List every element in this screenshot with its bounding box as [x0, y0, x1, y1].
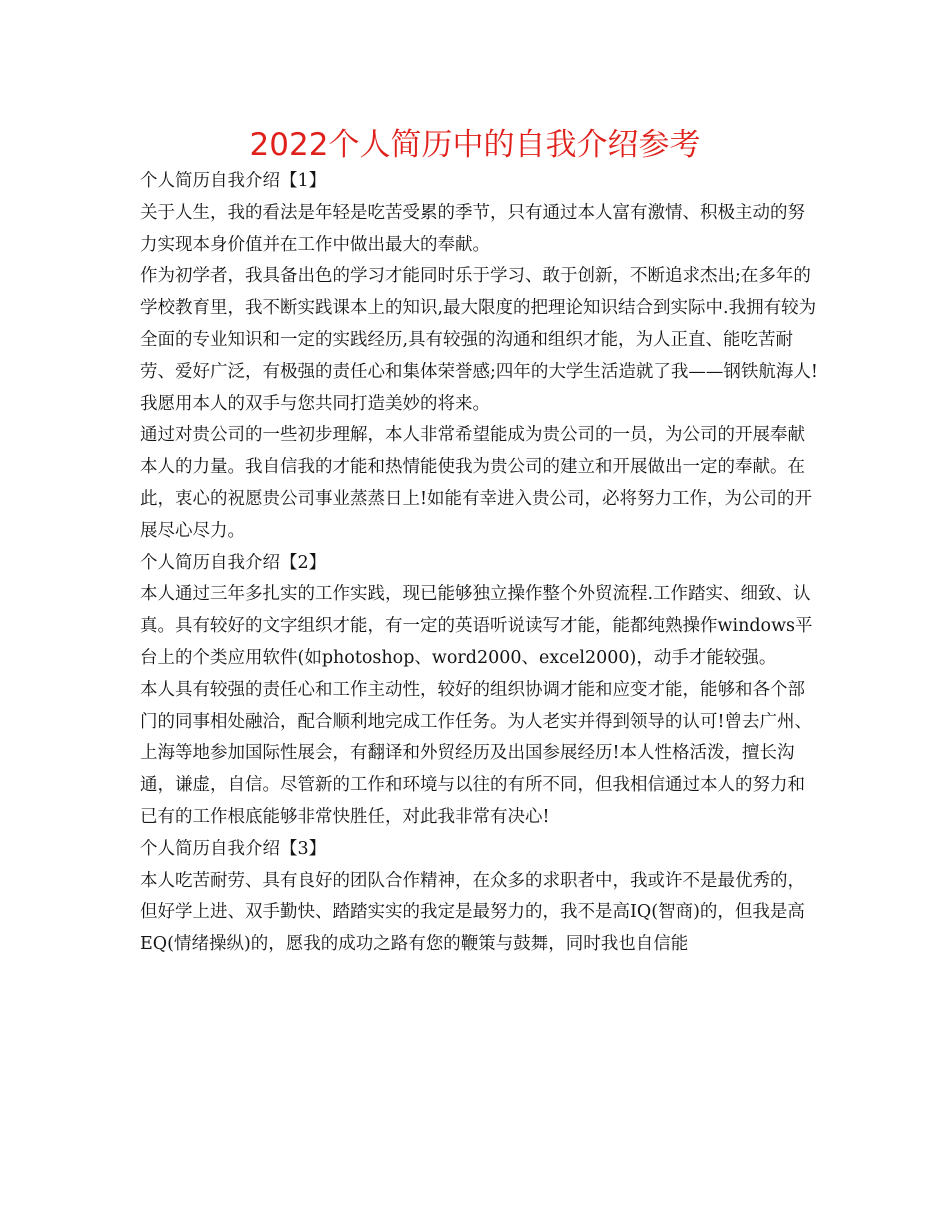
paragraph: 本人吃苦耐劳、具有良好的团队合作精神，在众多的求职者中，我或许不是最优秀的，但好学上进、双手勤快、踏踏实实的我定是最努力的，我不是高IQ(智商)的，但我是高EQ(情绪操纵)的，愿我的成功之路有您的鞭策与鼓舞，同时我也自信能: [140, 870, 805, 955]
document-title: 2022个人简历中的自我介绍参考: [249, 127, 701, 163]
document-body: [140, 166, 820, 961]
paragraph: 关于人生，我的看法是年轻是吃苦受累的季节，只有通过本人富有激情、积极主动的努力实现本身价值并在工作中做出最大的奉献。: [140, 202, 805, 255]
paragraph: 作为初学者，我具备出色的学习才能同时乐于学习、敢于创新，不断追求杰出;在多年的学校教育里，我不断实践课本上的知识,最大限度的把理论知识结合到实际中.我拥有较为全面的专业知识和一定的实践经历,具有较强的沟通和组织才能，为人正直、能吃苦耐劳、爱好广泛，有极强的责任心和集体荣誉感;四年的大学生活造就了我——钢铁航海人!我愿用本人的双手与您共同打造美妙的将来。: [140, 266, 818, 414]
paragraph: 本人通过三年多扎实的工作实践，现已能够独立操作整个外贸流程.工作踏实、细致、认真。具有较好的文字组织才能，有一定的英语听说读写才能，能都纯熟操作windows平台上的个类应用软件(如photoshop、word2000、excel2000)，动手才能较强。: [140, 584, 813, 668]
section-heading: 个人简历自我介绍【2】: [140, 552, 327, 573]
section-heading: 个人简历自我介绍【3】: [140, 838, 327, 859]
paragraph: 通过对贵公司的一些初步理解，本人非常希望能成为贵公司的一员，为公司的开展奉献本人的力量。我自信我的才能和热情能使我为贵公司的建立和开展做出一定的奉献。在此，衷心的祝愿贵公司事业蒸蒸日上!如能有幸进入贵公司，必将努力工作，为公司的开展尽心尽力。: [140, 425, 813, 541]
section-heading: 个人简历自我介绍【1】: [140, 171, 327, 191]
paragraph: 本人具有较强的责任心和工作主动性，较好的组织协调才能和应变才能，能够和各个部门的同事相处融洽，配合顺利地完成工作任务。为人老实并得到领导的认可!曾去广州、上海等地参加国际性展会，有翻译和外贸经历及出国参展经历!本人性格活泼，擅长沟通，谦虚，自信。尽管新的工作和环境与以往的有所不同，但我相信通过本人的努力和已有的工作根底能够非常快胜任，对此我非常有决心!: [140, 679, 813, 827]
